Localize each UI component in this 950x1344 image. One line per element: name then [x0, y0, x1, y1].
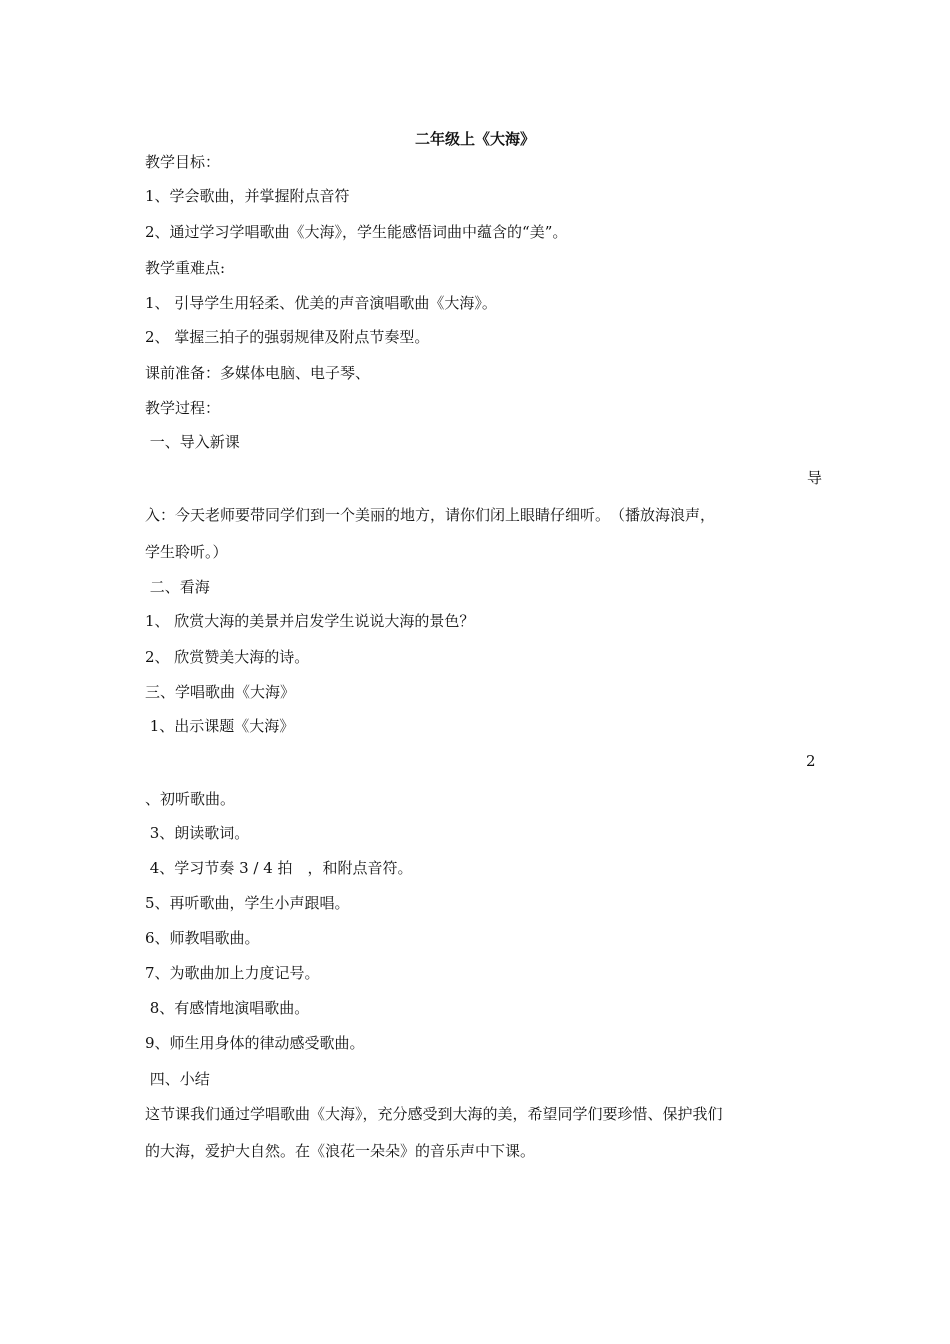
learn-song-item-2-text: 、初听歌曲。	[145, 790, 236, 808]
learn-song-item-1: 1、出示课题《大海》	[145, 717, 295, 735]
section-heading-key-points: 教学重难点:	[145, 259, 226, 277]
intro-continuation-char: 导	[807, 469, 823, 487]
key-point-1: 1、 引导学生用轻柔、优美的声音演唱歌曲《大海》。	[145, 294, 497, 312]
section-heading-objectives: 教学目标：	[145, 153, 221, 171]
key-point-2: 2、 掌握三拍子的强弱规律及附点节奏型。	[145, 328, 430, 346]
objective-1: 1、学会歌曲，并掌握附点音符	[145, 187, 350, 205]
intro-text-line-1: 入：今天老师要带同学们到一个美丽的地方，请你们闭上眼睛仔细听。 （播放海浪声，	[145, 506, 716, 524]
learn-song-item-9: 9、师生用身体的律动感受歌曲。	[145, 1034, 365, 1052]
step-heading-intro: 一、导入新课	[145, 433, 240, 451]
learn-song-item-4: 4、学习节奏 3 / 4 拍 ，和附点音符。	[145, 859, 413, 877]
intro-text-line-2: 学生聆听。）	[145, 543, 228, 561]
summary-line-2: 的大海，爱护大自然。在《浪花一朵朵》的音乐声中下课。	[145, 1142, 536, 1160]
step-heading-watch-sea: 二、看海	[145, 578, 210, 596]
watch-sea-item-2: 2、 欣赏赞美大海的诗。	[145, 648, 310, 666]
learn-song-item-2-number: 2	[806, 752, 816, 770]
learn-song-item-6: 6、师教唱歌曲。	[145, 929, 260, 947]
learn-song-item-8: 8、有感情地演唱歌曲。	[145, 999, 310, 1017]
section-heading-process: 教学过程：	[145, 399, 221, 417]
learn-song-item-7: 7、为歌曲加上力度记号。	[145, 964, 320, 982]
learn-song-item-3: 3、朗读歌词。	[145, 824, 250, 842]
objective-2: 2、通过学习学唱歌曲《大海》，学生能感悟词曲中蕴含的“美”。	[145, 223, 568, 241]
summary-line-1: 这节课我们通过学唱歌曲《大海》，充分感受到大海的美，希望同学们要珍惜、保护我们	[145, 1105, 723, 1123]
watch-sea-item-1: 1、 欣赏大海的美景并启发学生说说大海的景色？	[145, 612, 475, 630]
page-title: 二年级上《大海》	[414, 130, 535, 148]
preparation: 课前准备：多媒体电脑、电子琴、	[145, 364, 371, 382]
step-heading-summary: 四、小结	[145, 1070, 210, 1088]
learn-song-item-5: 5、再听歌曲，学生小声跟唱。	[145, 894, 350, 912]
step-heading-learn-song: 三、学唱歌曲《大海》	[145, 683, 296, 701]
